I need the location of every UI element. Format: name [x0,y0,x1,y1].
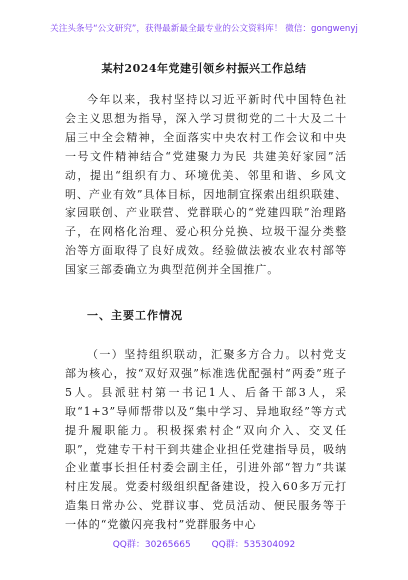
intro-paragraph-block [65,91,347,280]
footer-contacts [0,537,408,550]
section-paragraph: （一）坚持组织联动，汇聚多方合力。以村党支部为核心，按“双好双强”标准选优配强村“两委”班子5人。县派驻村第一书记1人、后备干部3人，采取“1+3”导师帮带以及“集中学习、异地取经”等方式提升履职能力。积极探索村企“双向介入、交叉任职”，党建专干村干到共建企业担任党建指导员，吸纳企业董事长担任村委会副主任，引进外部“智力”共谋村庄发展。党委村级组织配备建设，投入60多万元打造集日常办公、党群议事、党员活动、便民服务等于一体的“党徽闪亮我村”党群服务中心 [65,348,347,532]
intro-paragraph: 今年以来，我村坚持以习近平新时代中国特色社会主义思想为指导，深入学习贯彻党的二十大及二十届三中全会精神，全面落实中央农村工作会议和中央一号文件精神结合“党建聚力为民 共建美好家园”活动，提出“组织有力、环境优美、邻里和谐、乡风文明、产业有效”具体目标，因地制宜探索出组织联建、家园联创、产业联营、党群联心的“党建四联”治理路子，在网格化治理、爱心积分兑换、垃圾干湿分类整治等方面取得了良好成效。经验做法被农业农村部等国家三部委确立为典型范例并全国推广。 [65,93,347,277]
promo-banner: 关注头条号“公文研究”，获得最新最全最专业的公文资料库！ 微信：gongwenyj [50,24,358,34]
document-title: 某村2024年党建引领乡村振兴工作总结 [101,62,307,75]
qq-group-2: QQ群：535304092 [211,540,296,550]
section-paragraph-block [65,346,347,535]
qq-group-1: QQ群：30265665 [112,540,191,550]
section-heading: 一、主要工作情况 [87,309,183,322]
